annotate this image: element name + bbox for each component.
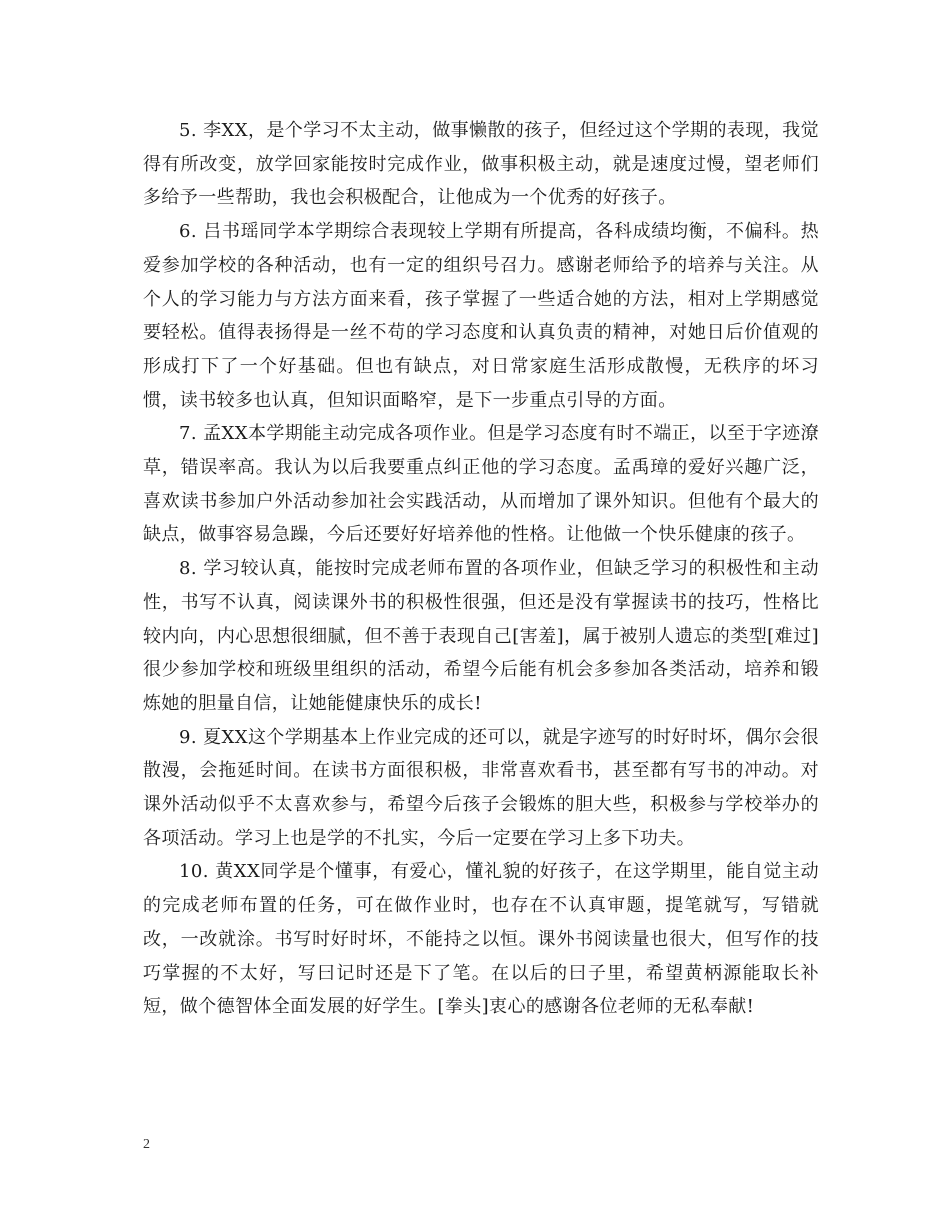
paragraph-comment-8: 8. 学习较认真，能按时完成老师布置的各项作业，但缺乏学习的积极性和主动性，书写不认真，阅读课外书的积极性很强，但还是没有掌握读书的技巧，性格比较内向，内心思想很细腻，但不善于表现自己[害羞]，属于被别人遗忘的类型[难过]很少参加学校和班级里组织的活动，希望今后能有机会多参加各类活动，培养和锻炼她的胆量自信，让她能健康快乐的成长! bbox=[143, 558, 819, 714]
paragraph-comment-9: 9. 夏XX这个学期基本上作业完成的还可以，就是字迹写的时好时坏，偶尔会很散漫，会拖延时间。在读书方面很积极，非常喜欢看书，甚至都有写书的冲动。对课外活动似乎不太喜欢参与，希望今后孩子会锻炼的胆大些，积极参与学校举办的各项活动。学习上也是学的不扎实，今后一定要在学习上多下功夫。 bbox=[143, 726, 819, 849]
document-body bbox=[143, 114, 819, 1024]
page-number: 2 bbox=[143, 1137, 150, 1152]
paragraph-comment-5: 5. 李XX，是个学习不太主动，做事懒散的孩子，但经过这个学期的表现，我觉得有所改变，放学回家能按时完成作业，做事积极主动，就是速度过慢，望老师们多给予一些帮助，我也会积极配合，让他成为一个优秀的好孩子。 bbox=[143, 120, 819, 209]
paragraph-comment-7: 7. 孟XX本学期能主动完成各项作业。但是学习态度有时不端正，以至于字迹潦草，错误率高。我认为以后我要重点纠正他的学习态度。孟禹璋的爱好兴趣广泛，喜欢读书参加户外活动参加社会实践活动，从而增加了课外知识。但他有个最大的缺点，做事容易急躁，今后还要好好培养他的性格。让他做一个快乐健康的孩子。 bbox=[143, 423, 819, 546]
paragraph-comment-6: 6. 吕书瑶同学本学期综合表现较上学期有所提高，各科成绩均衡，不偏科。热爱参加学校的各种活动，也有一定的组织号召力。感谢老师给予的培养与关注。从个人的学习能力与方法方面来看，孩子掌握了一些适合她的方法，相对上学期感觉要轻松。值得表扬得是一丝不苟的学习态度和认真负责的精神，对她日后价值观的形成打下了一个好基础。但也有缺点，对日常家庭生活形成散慢，无秩序的坏习惯，读书较多也认真，但知识面略窄，是下一步重点引导的方面。 bbox=[143, 221, 819, 411]
paragraph-comment-10: 10. 黄XX同学是个懂事，有爱心，懂礼貌的好孩子，在这学期里，能自觉主动的完成老师布置的任务，可在做作业时，也存在不认真审题，提笔就写，写错就改，一改就涂。书写时好时坏，不能持之以恒。课外书阅读量也很大，但写作的技巧掌握的不太好，写曰记时还是下了笔。在以后的曰子里，希望黄柄源能取长补短，做个德智体全面发展的好学生。[拳头]衷心的感谢各位老师的无私奉献! bbox=[143, 861, 819, 1018]
